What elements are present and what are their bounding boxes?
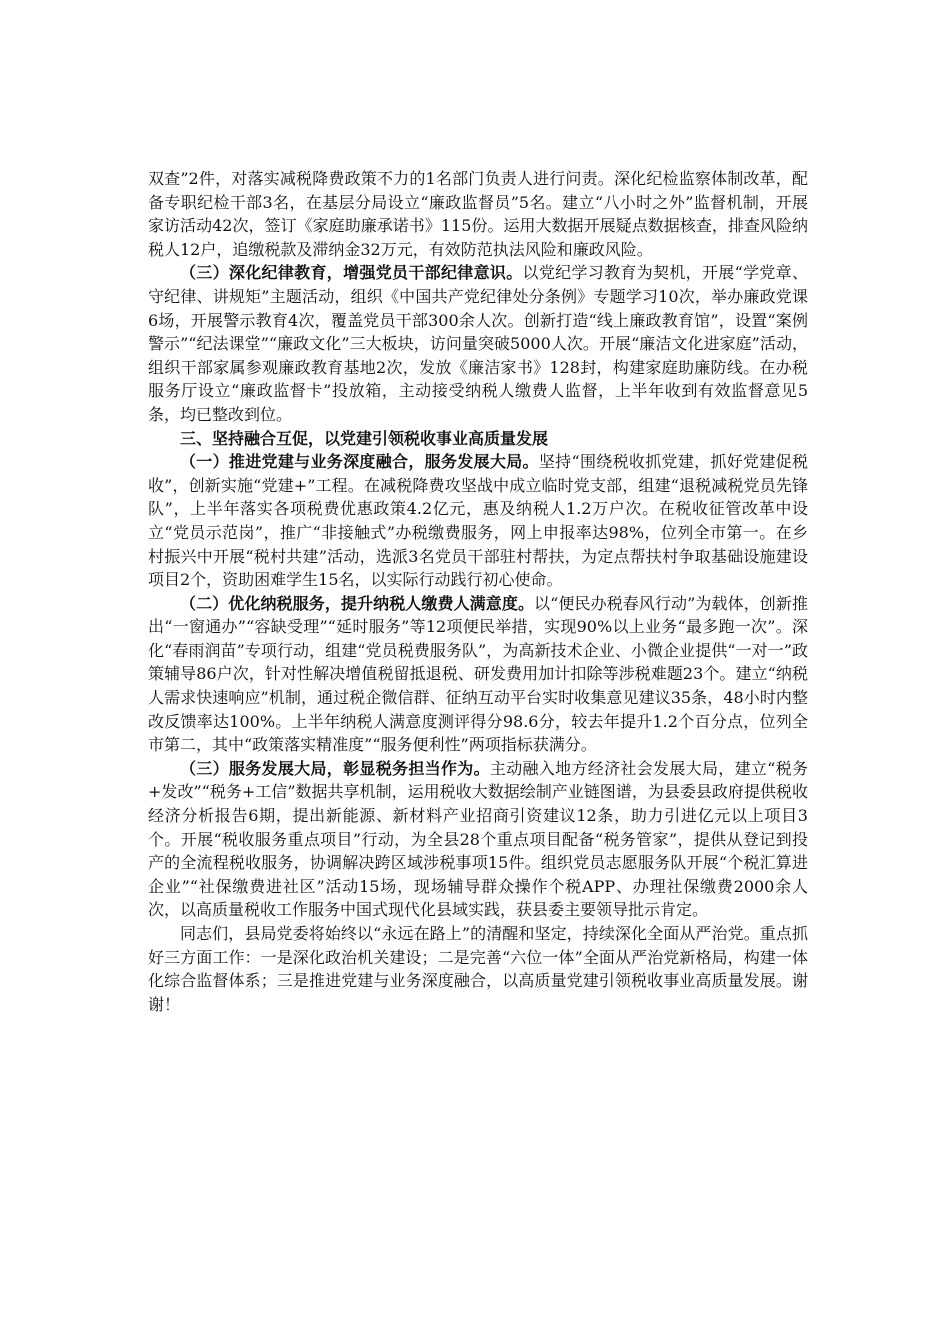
document-page (148, 167, 808, 1016)
section-heading: 三、坚持融合互促，以党建引领税收事业高质量发展 (180, 428, 549, 448)
paragraph-body: 坚持“围绕税收抓党建，抓好党建促税收”，创新实施“党建+”工程。在减税降费攻坚战中成立临时党支部，组建“退税减税党员先锋队”，上半年落实各项税费优惠政策4.2亿元，惠及纳税人1.2万户次。在税收征管改革中设立“党员示范岗”，推广“非接触式”办税缴费服务，网上申报率达98%，位列全市第一。在乡村振兴中开展“税村共建”活动，选派3名党员干部驻村帮扶，为定点帮扶村争取基础设施建设项目2个，资助困难学生15名，以实际行动践行初心使命。 (148, 452, 808, 590)
paragraph-body: 以“便民办税春风行动”为载体，创新推出“一窗通办”“容缺受理”“延时服务”等12项便民举措，实现90%以上业务“最多跑一次”。深化“春雨润苗”专项行动，组建“党员税费服务队”，为高新技术企业、小微企业提供“一对一”政策辅导86户次，针对性解决增值税留抵退税、研发费用加计扣除等涉税难题23个。建立“纳税人需求快速响应”机制，通过税企微信群、征纳互动平台实时收集意见建议35条，48小时内整改反馈率达100%。上半年纳税人满意度测评得分98.6分，较去年提升1.2个百分点，位列全市第二，其中“政策落实精准度”“服务便利性”两项指标获满分。 (148, 593, 808, 755)
paragraph-lead: （二）优化纳税服务，提升纳税人缴费人满意度。 (180, 593, 535, 613)
paragraph-body: 以党纪学习教育为契机，开展“学党章、守纪律、讲规矩”主题活动，组织《中国共产党纪律处分条例》专题学习10次，举办廉政党课6场，开展警示教育4次，覆盖党员干部300余人次。创新打造“线上廉政教育馆”，设置“案例警示”“纪法课堂”“廉政文化”三大板块，访问量突破5000人次。开展“廉洁文化进家庭”活动，组织干部家属参观廉政教育基地2次，发放《廉洁家书》128封，构建家庭助廉防线。在办税服务厅设立“廉政监督卡”投放箱，主动接受纳税人缴费人监督，上半年收到有效监督意见5条，均已整改到位。 (148, 263, 808, 424)
paragraph-discipline-education (148, 261, 808, 426)
paragraph-serve-development (148, 757, 808, 922)
paragraph-closing (148, 922, 808, 1016)
paragraph-lead: （三）服务发展大局，彰显税务担当作为。 (180, 758, 490, 778)
paragraph-continuation (148, 167, 808, 261)
paragraph-body: 双查”2件，对落实减税降费政策不力的1名部门负责人进行问责。深化纪检监察体制改革，配备专职纪检干部3名，在基层分局设立“廉政监督员”5名。建立“八小时之外”监督机制，开展家访活动42次，签订《家庭助廉承诺书》115份。运用大数据开展疑点数据核查，排查风险纳税人12户，追缴税款及滞纳金32万元，有效防范执法风险和廉政风险。 (148, 169, 808, 259)
paragraph-lead: （一）推进党建与业务深度融合，服务发展大局。 (180, 452, 539, 472)
paragraph-body: 同志们，县局党委将始终以“永远在路上”的清醒和坚定，持续深化全面从严治党。重点抓好三方面工作：一是深化政治机关建设；二是完善“六位一体”全面从严治党新格局，构建一体化综合监督体系；三是推进党建与业务深度融合，以高质量党建引领税收事业高质量发展。谢谢！ (148, 924, 808, 1014)
paragraph-party-business-integration (148, 450, 808, 592)
paragraph-lead: （三）深化纪律教育，增强党员干部纪律意识。 (180, 263, 523, 283)
paragraph-tax-service (148, 592, 808, 757)
paragraph-body: 主动融入地方经济社会发展大局，建立“税务+发改”“税务+工信”数据共享机制，运用税收大数据绘制产业链图谱，为县委县政府提供税收经济分析报告6期，提出新能源、新材料产业招商引资建议12条，助力引进亿元以上项目3个。开展“税收服务重点项目”行动，为全县28个重点项目配备“税务管家”，提供从登记到投产的全流程税收服务，协调解决跨区域涉税事项15件。组织党员志愿服务队开展“个税汇算进企业”“社保缴费进社区”活动15场，现场辅导群众操作个税APP、办理社保缴费2000余人次，以高质量税收工作服务中国式现代化县域实践，获县委主要领导批示肯定。 (148, 758, 808, 920)
